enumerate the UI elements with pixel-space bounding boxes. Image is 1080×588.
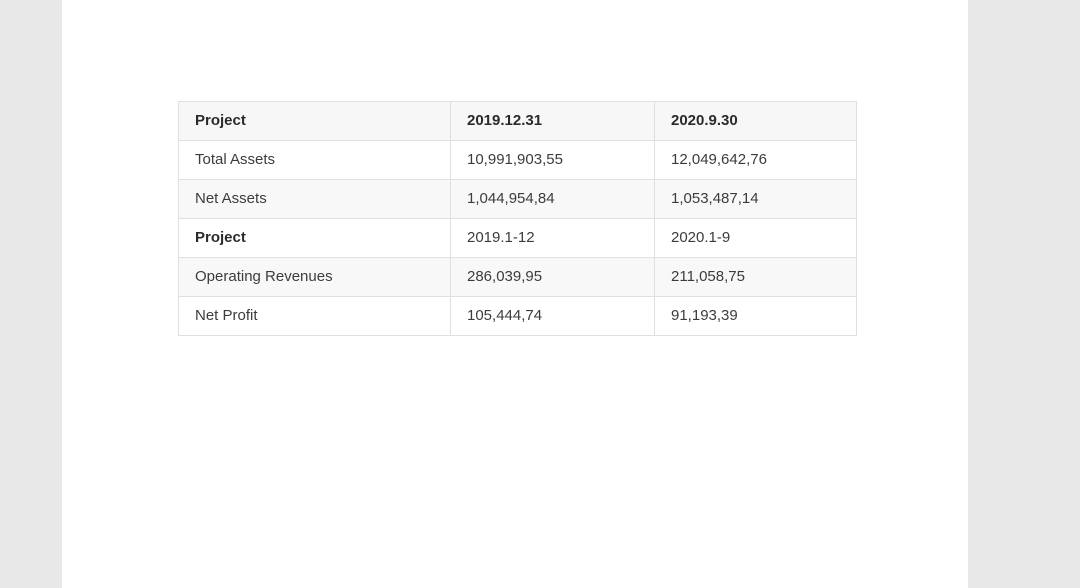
row-label-total-assets: Total Assets bbox=[179, 141, 451, 180]
financial-summary-table bbox=[178, 101, 857, 336]
cell-operating-revenues-period-1: 286,039,95 bbox=[451, 258, 655, 297]
table-body bbox=[179, 141, 857, 336]
cell-net-profit-period-2: 91,193,39 bbox=[655, 297, 857, 336]
cell-project-secondary-period-1: 2019.1-12 bbox=[451, 219, 655, 258]
cell-operating-revenues-period-2: 211,058,75 bbox=[655, 258, 857, 297]
row-label-project-secondary: Project bbox=[179, 219, 451, 258]
row-label-net-assets: Net Assets bbox=[179, 180, 451, 219]
table-row bbox=[179, 297, 857, 336]
column-header-project: Project bbox=[179, 102, 451, 141]
cell-net-assets-period-2: 1,053,487,14 bbox=[655, 180, 857, 219]
table-row bbox=[179, 141, 857, 180]
cell-total-assets-period-1: 10,991,903,55 bbox=[451, 141, 655, 180]
financial-table-container bbox=[178, 101, 856, 336]
row-label-operating-revenues: Operating Revenues bbox=[179, 258, 451, 297]
table-row bbox=[179, 180, 857, 219]
cell-project-secondary-period-2: 2020.1-9 bbox=[655, 219, 857, 258]
table-header bbox=[179, 102, 857, 141]
table-header-row bbox=[179, 102, 857, 141]
column-header-period-2: 2020.9.30 bbox=[655, 102, 857, 141]
cell-net-assets-period-1: 1,044,954,84 bbox=[451, 180, 655, 219]
cell-net-profit-period-1: 105,444,74 bbox=[451, 297, 655, 336]
table-row bbox=[179, 258, 857, 297]
cell-total-assets-period-2: 12,049,642,76 bbox=[655, 141, 857, 180]
row-label-net-profit: Net Profit bbox=[179, 297, 451, 336]
column-header-period-1: 2019.12.31 bbox=[451, 102, 655, 141]
table-row bbox=[179, 219, 857, 258]
document-page bbox=[62, 0, 968, 588]
